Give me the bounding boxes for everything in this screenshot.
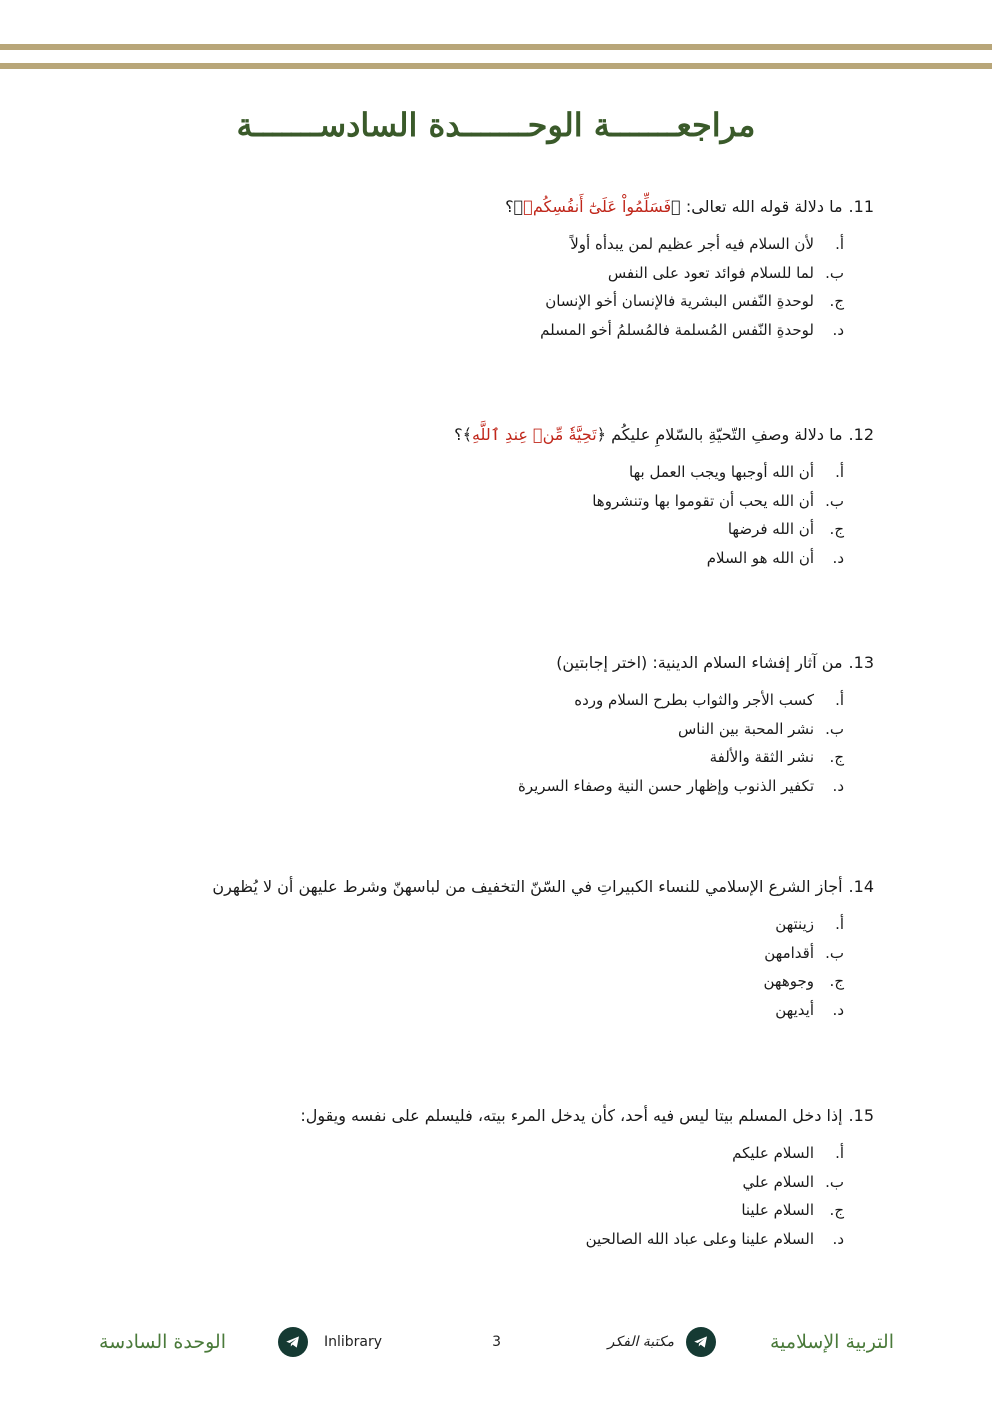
- page-number: 3: [492, 1334, 501, 1350]
- option-b[interactable]: ب.أن الله يحب أن تقوموا بها وتنشروها: [592, 491, 844, 510]
- top-rule-1: [0, 44, 992, 50]
- option-a[interactable]: أ.السلام عليكم: [732, 1144, 844, 1162]
- option-a[interactable]: أ.لأن السلام فيه أجر عظيم لمن يبدأه أولاً: [570, 235, 844, 253]
- options-list: [114, 458, 874, 572]
- option-d[interactable]: د.تكفير الذنوب وإظهار حسن النية وصفاء السريرة: [518, 776, 844, 795]
- question-11: [114, 194, 874, 344]
- option-b[interactable]: ب.السلام علي: [742, 1172, 844, 1191]
- option-d[interactable]: د.لوحدةِ النّفس المُسلمة فالمُسلمُ أخو المسلم: [540, 320, 844, 339]
- telegram-icon: [686, 1327, 716, 1357]
- option-d[interactable]: د.السلام علينا وعلى عباد الله الصالحين: [585, 1229, 844, 1248]
- quran-verse: فَسَلِّمُواْ عَلَىٰٓ أَنفُسِكُمۡ: [523, 197, 672, 216]
- question-number: 15.: [848, 1106, 874, 1125]
- option-b[interactable]: ب.أقدامهن: [764, 943, 844, 962]
- footer-subject: التربية الإسلامية: [769, 1331, 894, 1353]
- footer-channel-right: مكتبة الفكر: [607, 1334, 674, 1350]
- telegram-link-right[interactable]: [686, 1322, 716, 1362]
- options-list: [114, 1139, 874, 1253]
- page-title: مراجعـــــــة الوحـــــــدة السادســـــــة: [236, 106, 756, 144]
- question-text: 13.من آثار إفشاء السلام الدينية: (اختر إجابتين): [556, 653, 874, 672]
- question-number: 13.: [848, 653, 874, 672]
- option-b[interactable]: ب.لما للسلام فوائد تعود على النفس: [607, 263, 844, 282]
- footer-channel-left[interactable]: Inlibrary: [323, 1334, 382, 1350]
- option-c[interactable]: ج.أن الله فرضها: [727, 520, 844, 538]
- option-c[interactable]: ج.السلام علينا: [741, 1201, 844, 1219]
- question-13: [114, 650, 874, 800]
- options-list: [114, 230, 874, 344]
- option-a[interactable]: أ.كسب الأجر والثواب بطرح السلام ورده: [574, 691, 844, 709]
- option-d[interactable]: د.أيديهن: [775, 1000, 844, 1019]
- option-c[interactable]: ج.وجوههن: [763, 972, 844, 990]
- question-number: 12.: [848, 425, 874, 444]
- question-number: 14.: [848, 877, 874, 896]
- quran-verse: تَحِيَّةٗ مِّنۡ عِندِ ٱللَّهِ: [471, 425, 597, 444]
- options-list: [114, 686, 874, 800]
- question-text: 15.إذا دخل المسلم بيتا ليس فيه أحد، كأن يدخل المرء بيته، فليسلم على نفسه ويقول:: [300, 1106, 874, 1125]
- option-b[interactable]: ب.نشر المحبة بين الناس: [677, 719, 844, 738]
- page-footer: [0, 1322, 992, 1362]
- top-rule-2: [0, 63, 992, 69]
- option-c[interactable]: ج.نشر الثقة والألفة: [709, 748, 844, 766]
- question-text: 12.ما دلالة وصفِ التّحيّةِ بالسّلامِ عليكُم ﴿تَحِيَّةٗ مِّنۡ عِندِ ٱللَّهِ﴾؟: [454, 425, 874, 444]
- question-text: 11.ما دلالة قوله الله تعالى: ﴿فَسَلِّمُواْ عَلَىٰٓ أَنفُسِكُمۡ﴾؟: [505, 197, 874, 216]
- question-text: 14.أجاز الشرع الإسلامي للنساء الكبيراتِ في السّنّ التخفيف من لباسهنّ وشرط عليهن أن لا يُظهرن: [212, 877, 874, 896]
- question-12: [114, 422, 874, 572]
- option-a[interactable]: أ.زينتهن: [775, 915, 844, 933]
- options-list: [114, 910, 874, 1024]
- option-d[interactable]: د.أن الله هو السلام: [706, 548, 844, 567]
- option-a[interactable]: أ.أن الله أوجبها ويجب العمل بها: [629, 463, 844, 481]
- question-14: [114, 874, 874, 1024]
- question-15: [114, 1103, 874, 1253]
- question-number: 11.: [848, 197, 874, 216]
- option-c[interactable]: ج.لوحدةِ النّفس البشرية فالإنسان أخو الإنسان: [545, 292, 844, 310]
- telegram-icon: [278, 1327, 308, 1357]
- footer-unit: الوحدة السادسة: [99, 1331, 226, 1353]
- telegram-link-left[interactable]: [278, 1322, 308, 1362]
